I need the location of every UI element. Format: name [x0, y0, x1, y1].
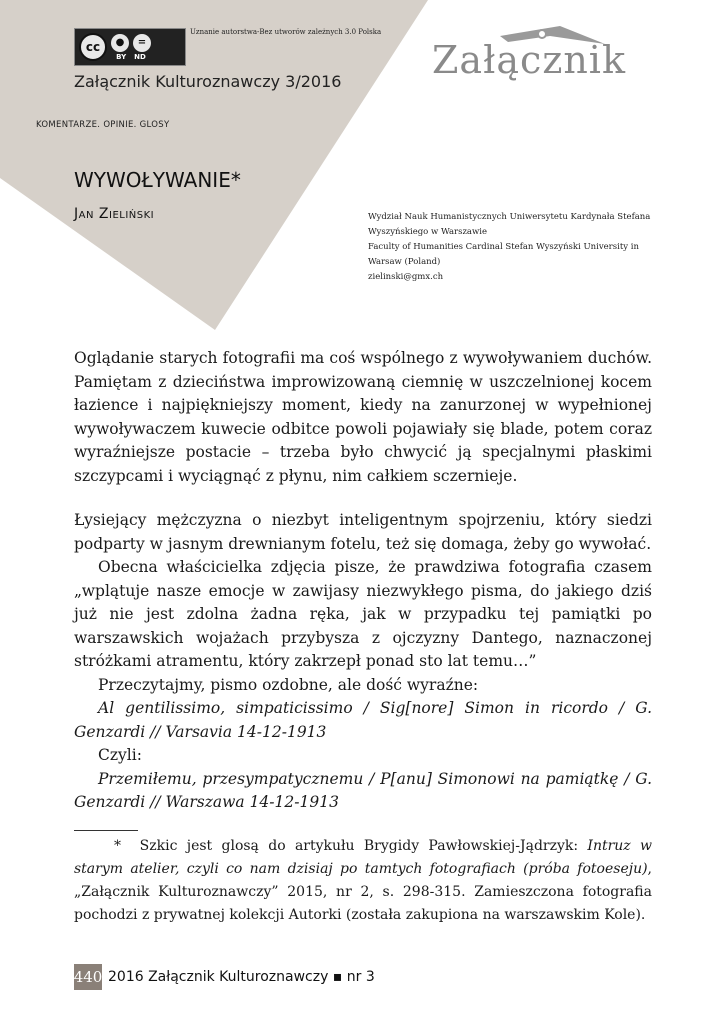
affiliation-line: Wydział Nauk Humanistycznych Uniwersytetu Kardynała Stefana: [368, 212, 651, 222]
footer-text: 2016 Załącznik Kulturoznawczy ▪ nr 3: [108, 969, 375, 985]
author-affiliation: [368, 210, 658, 285]
affiliation-line: Warsaw (Poland): [368, 257, 441, 267]
page-number: 440: [74, 964, 102, 990]
footnote-cited-title: Intruz w starym atelier, czyli co nam dzisiaj po tamtych fotografiach (próba fotoeseju): [74, 838, 652, 877]
no-derivatives-icon: =: [133, 34, 151, 52]
paragraph-text: Oglądanie starych fotografii ma coś wspólnego z wywoływaniem duchów. Pamiętam z dzieciństwa improwizowaną ciemnię w uszczelnionej kocem łazience i najpiękniejszy moment, kiedy na zanurzonej w wypełnionej wywoływaczem kuwecie odbitce powoli pojawiały się blade, potem coraz wyraźniejsze postacie – trzeba było chwycić ją specjalnymi płaskimi szczypcami i wyciągnąć z płynu, nim całkiem sczernieje.: [74, 349, 652, 485]
affiliation-line: Wyszyńskiego w Warszawie: [368, 227, 488, 237]
paragraph-text: Czyli:: [98, 746, 142, 764]
journal-header: Załącznik Kulturoznawczy 3/2016: [74, 72, 342, 91]
inscription-polish: Przemiłemu, przesympatycznemu / P[anu] Simonowi na pamiątkę / G. Genzardi // Warszawa 14-12-1913: [74, 769, 652, 811]
paragraph-text: Łysiejący mężczyzna o niezbyt inteligentnym spojrzeniu, który siedzi podparty w jasnym drewnianym fotelu, też się domaga, żeby go wywołać.: [74, 511, 652, 553]
paragraph: [74, 347, 652, 488]
cc-icon: cc: [79, 33, 107, 61]
author-name: Jan Zieliński: [74, 206, 155, 222]
footnote-divider: [74, 830, 138, 831]
footnote: [74, 835, 652, 927]
footnote-marker: *: [114, 838, 121, 854]
article-title: WYWOŁYWANIE*: [74, 168, 241, 192]
footnote-text: , „Załącznik Kulturoznawczy” 2015, nr 2, s. 298-315. Zamieszczona fotografia pochodzi z prywatnej kolekcji Autorki (została zakupiona na warszawskim Kole).: [74, 861, 652, 923]
cc-license-badge[interactable]: [74, 28, 186, 66]
by-label: BY: [116, 52, 127, 61]
license-text: Uznanie autorstwa-Bez utworów zależnych 3.0 Polska: [190, 28, 382, 36]
nd-label: ND: [134, 52, 146, 61]
inscription-italian: Al gentilissimo, simpaticissimo / Sig[nore] Simon in ricordo / G. Genzardi // Varsavia 14-12-1913: [74, 699, 652, 741]
author-email[interactable]: zielinski@gmx.ch: [368, 272, 444, 282]
logo-text: Załącznik: [432, 38, 626, 82]
paragraph-text: Przeczytajmy, pismo ozdobne, ale dość wyraźne:: [98, 675, 479, 694]
affiliation-line: Faculty of Humanities Cardinal Stefan Wyszyński University in: [368, 242, 639, 252]
article-body: [74, 509, 652, 815]
footnote-text: Szkic jest glosą do artykułu Brygidy Pawłowskiej-Jądrzyk:: [139, 838, 588, 854]
section-label: KOMENTARZE. OPINIE. GLOSY: [36, 120, 170, 130]
attribution-icon: ●: [111, 34, 129, 52]
paragraph-text: Obecna właścicielka zdjęcia pisze, że prawdziwa fotografia czasem „wplątuje nasze emocje w zawijasy niezwykłego pisma, do jakiego dziś już nie jest zdolna żadna ręka, jak w przypadku tej pamiątki po warszawskich wojażach przybysza z ojczyzny Dantego, naznaczonej stróżkami atramentu, który zakrzepł ponad sto lat temu…”: [74, 558, 652, 670]
